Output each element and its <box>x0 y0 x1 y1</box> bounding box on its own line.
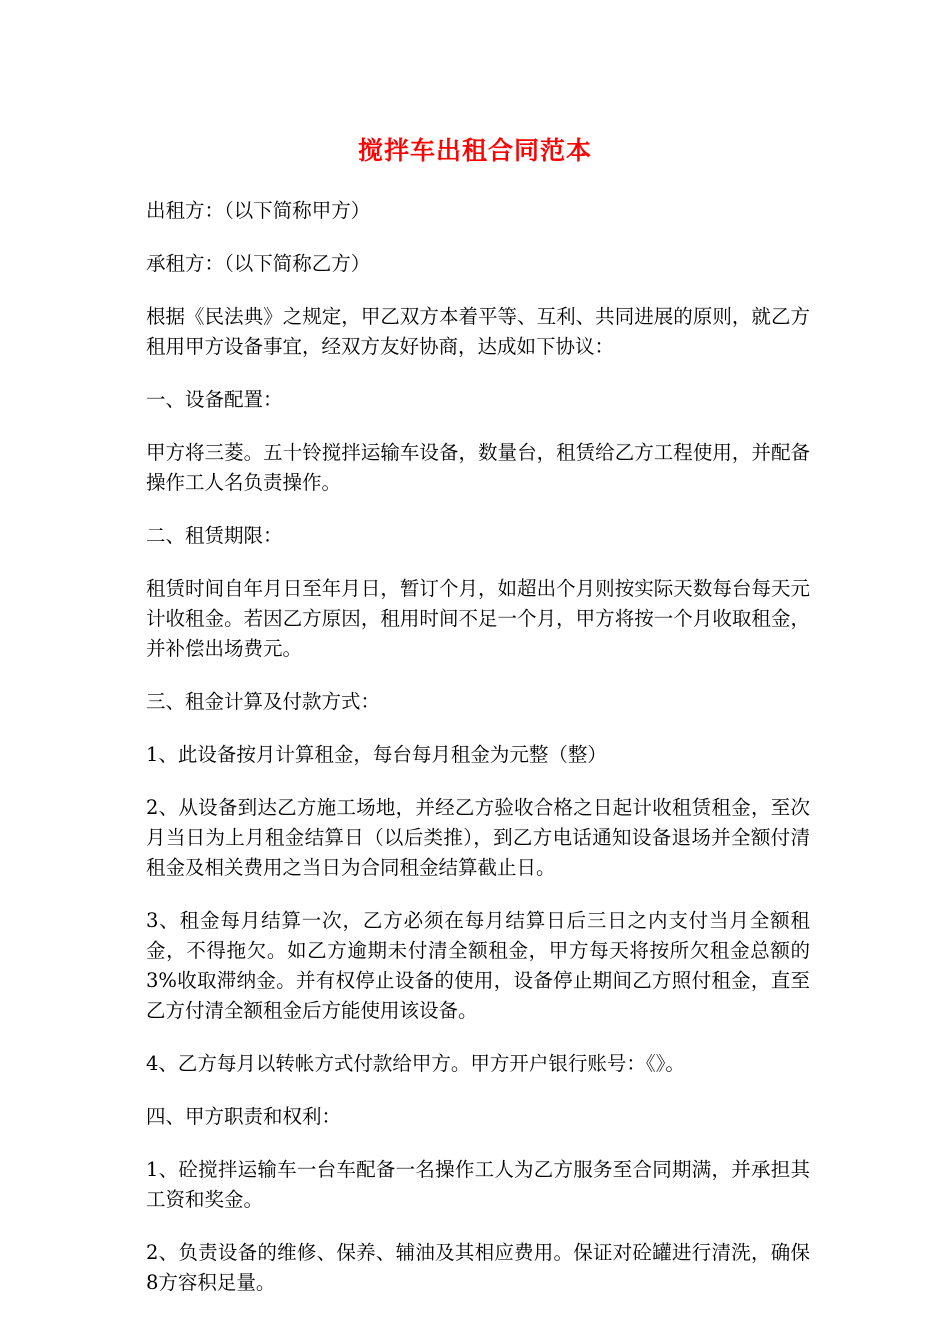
section-heading-3: 三、租金计算及付款方式： <box>146 690 381 713</box>
section-3-item-2: 2、从设备到达乙方施工场地，并经乙方验收合格之日起计收租赁租金，至次月当日为上月租金结算日（以后类推），到乙方电话通知设备退场并全额付清租金及相关费用之当日为合同租金结算截止日。 <box>146 796 810 879</box>
section-2-paragraph: 租赁时间自年月日至年月日，暂订个月，如超出个月则按实际天数每台每天元计收租金。若因乙方原因，租用时间不足一个月，甲方将按一个月收取租金，并补偿出场费元。 <box>146 577 810 660</box>
party-a-line: 出租方：（以下简称甲方） <box>146 199 371 222</box>
document-body <box>146 196 810 1321</box>
section-3-item-4: 4、乙方每月以转帐方式付款给甲方。甲方开户银行账号：《》。 <box>146 1052 685 1075</box>
section-3-item-3: 3、租金每月结算一次，乙方必须在每月结算日后三日之内支付当月全额租金，不得拖欠。如乙方逾期未付清全额租金，甲方每天将按所欠租金总额的3%收取滞纳金。并有权停止设备的使用，设备停止期间乙方照付租金，直至乙方付清全额租金后方能使用该设备。 <box>146 909 810 1022</box>
section-heading-4: 四、甲方职责和权利： <box>146 1105 342 1128</box>
section-4-item-1: 1、砼搅拌运输车一台车配备一名操作工人为乙方服务至合同期满，并承担其工资和奖金。 <box>146 1158 810 1211</box>
section-heading-1: 一、设备配置： <box>146 388 283 411</box>
preamble-paragraph: 根据《民法典》之规定，甲乙双方本着平等、互利、共同进展的原则，就乙方租用甲方设备事宜，经双方友好协商，达成如下协议： <box>146 305 810 358</box>
document-title: 搅拌车出租合同范本 <box>357 136 592 165</box>
section-1-paragraph: 甲方将三菱。五十铃搅拌运输车设备，数量台，租赁给乙方工程使用，并配备操作工人名负责操作。 <box>146 441 810 494</box>
section-3-item-1: 1、此设备按月计算租金，每台每月租金为元整（整） <box>146 743 607 766</box>
section-4-item-2: 2、负责设备的维修、保养、辅油及其相应费用。保证对砼罐进行清洗，确保8方容积足量。 <box>146 1241 810 1294</box>
section-heading-2: 二、租赁期限： <box>146 524 283 547</box>
party-b-line: 承租方：（以下简称乙方） <box>146 252 371 275</box>
